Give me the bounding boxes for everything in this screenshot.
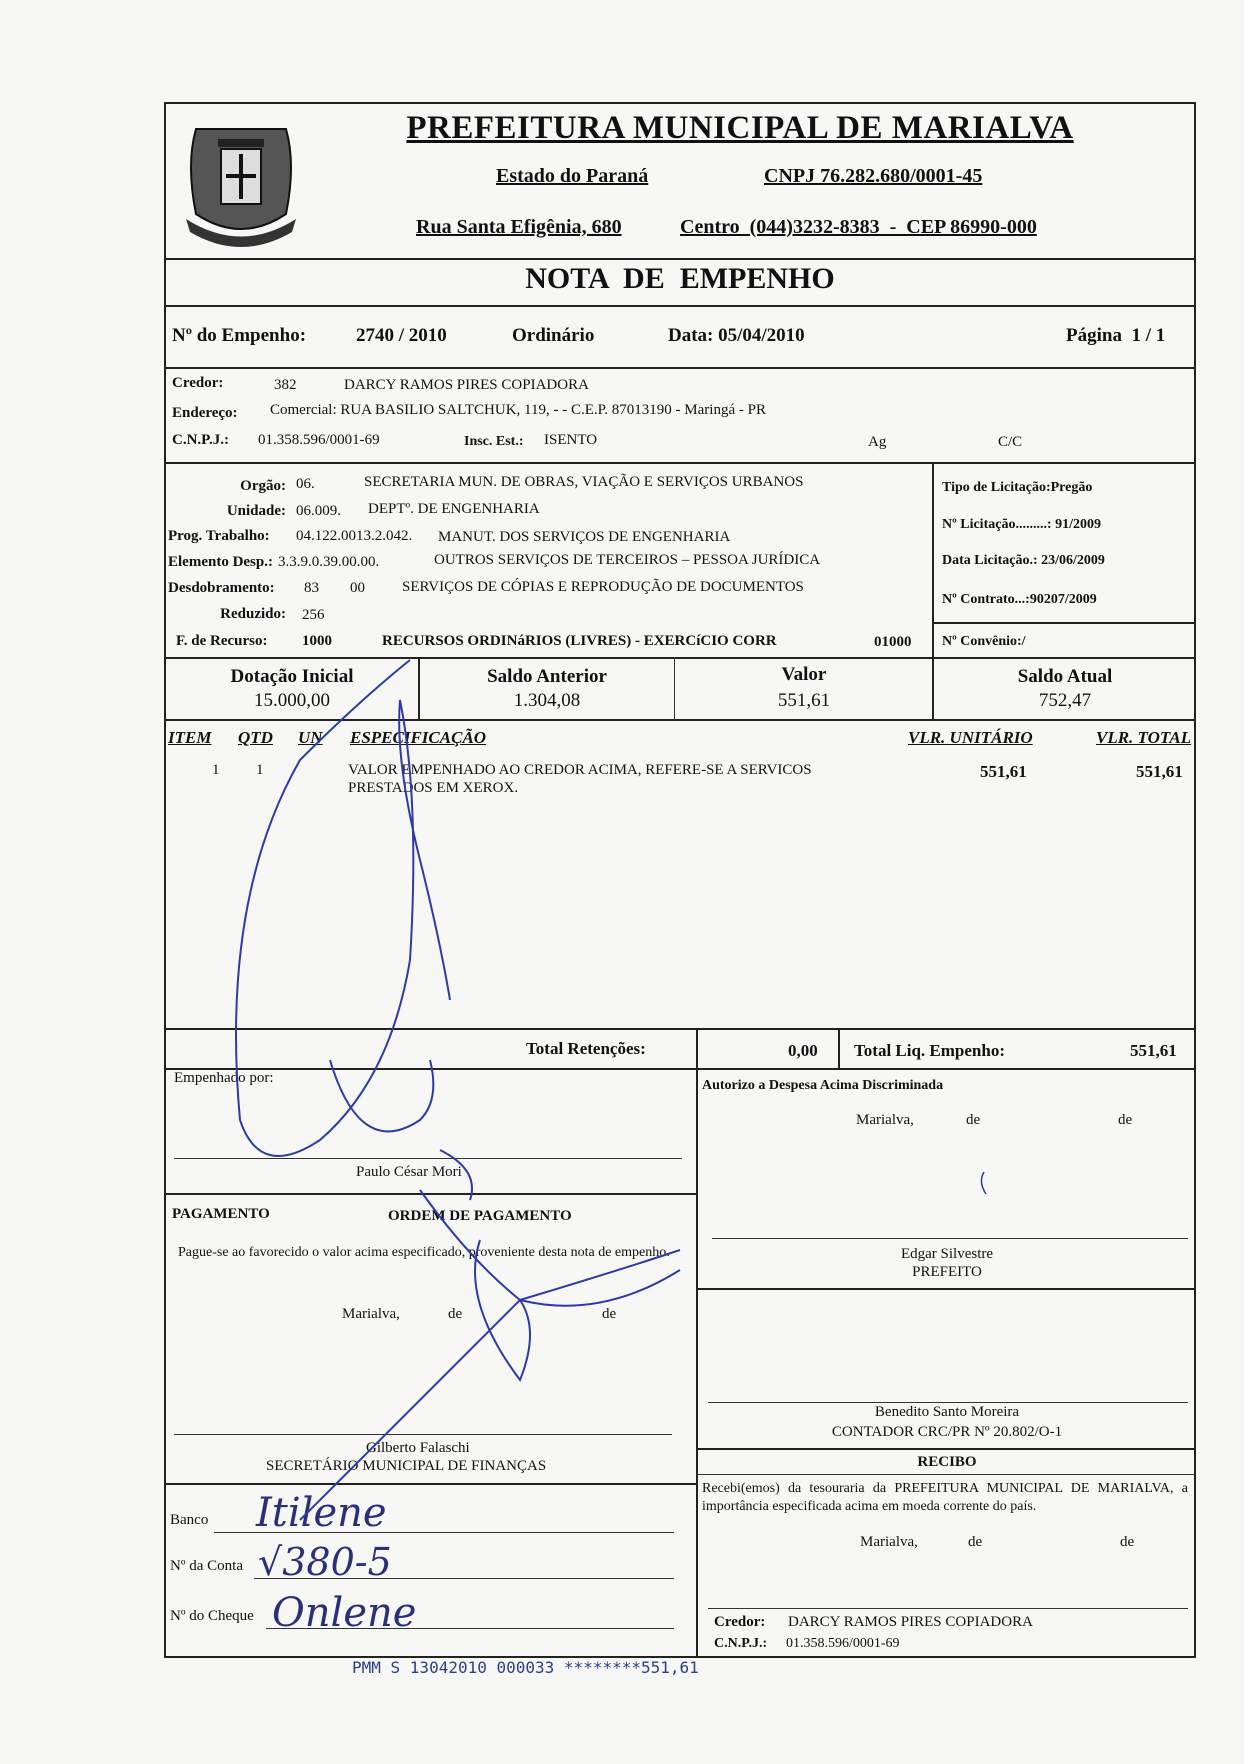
- right-de2: de: [1118, 1112, 1133, 1128]
- col-unit: VLR. UNITÁRIO: [908, 728, 1033, 747]
- handwritten-cheque: Onlene: [272, 1590, 417, 1636]
- autorizo-text: Autorizo a Despesa Acima Discriminada: [702, 1078, 944, 1093]
- reduzido-label: Reduzido:: [220, 606, 286, 622]
- desd-code: 83: [304, 580, 319, 596]
- left-de2: de: [602, 1306, 617, 1322]
- contador-role: CONTADOR CRC/PR Nº 20.802/O-1: [831, 1424, 1063, 1440]
- recibo-cnpj-label: C.N.P.J.:: [714, 1636, 768, 1651]
- credor-name: DARCY RAMOS PIRES COPIADORA: [344, 377, 589, 393]
- unidade-label: Unidade:: [226, 503, 286, 519]
- unidade-desc: DEPTº. DE ENGENHARIA: [368, 501, 540, 517]
- credor-code: 382: [274, 377, 297, 393]
- header-title: PREFEITURA MUNICIPAL DE MARIALVA: [406, 110, 1074, 146]
- licitacao-contrato: Nº Contrato...:90207/2009: [942, 592, 1097, 607]
- row-espec-line2: PRESTADOS EM XEROX.: [348, 780, 519, 796]
- empenho-number: 2740 / 2010: [356, 325, 447, 346]
- anterior-value: 1.304,08: [513, 690, 581, 711]
- row-item: 1: [212, 762, 220, 778]
- right-marialva: Marialva,: [856, 1112, 914, 1128]
- header-district-phone: Centro (044)3232-8383 - CEP 86990-000: [680, 216, 1037, 238]
- recurso-desc: RECURSOS ORDINáRIOS (LIVRES) - EXERCíCIO CORR: [382, 633, 777, 649]
- recibo-de2: de: [1120, 1534, 1135, 1550]
- prefeito-role: PREFEITO: [912, 1264, 982, 1280]
- liq-value: 551,61: [1130, 1041, 1177, 1060]
- row-unit: 551,61: [980, 762, 1027, 781]
- empenho-date: Data: 05/04/2010: [668, 325, 805, 346]
- pagamento-label: PAGAMENTO: [172, 1206, 270, 1222]
- endereco-label: Endereço:: [172, 405, 238, 421]
- secretario-role: SECRETÁRIO MUNICIPAL DE FINANÇAS: [266, 1458, 547, 1474]
- municipal-crest: [166, 104, 316, 254]
- cc-label: C/C: [998, 434, 1023, 450]
- crest-icon: [166, 104, 316, 254]
- prog-label: Prog. Trabalho:: [168, 528, 270, 544]
- retencoes-label: Total Retenções:: [526, 1039, 646, 1058]
- left-marialva: Marialva,: [342, 1306, 400, 1322]
- header-address: Rua Santa Efigênia, 680: [416, 216, 622, 238]
- handwritten-conta: √380-5: [258, 1540, 392, 1584]
- recibo-text: Recebi(emos) da tesouraria da PREFEITURA MUNICIPAL DE MARIALVA, a importância especificada acima em moeda corrente do país.: [702, 1481, 1188, 1514]
- col-item: ITEM: [168, 728, 212, 747]
- cnpj-value: 01.358.596/0001-69: [258, 432, 380, 448]
- ordem-label: ORDEM DE PAGAMENTO: [388, 1208, 572, 1224]
- header-state: Estado do Paraná: [496, 165, 649, 187]
- secretario-name: Gilberto Falaschi: [366, 1440, 470, 1456]
- recibo-marialva: Marialva,: [860, 1534, 918, 1550]
- licitacao-convenio: Nº Convênio:/: [942, 634, 1026, 649]
- row-total: 551,61: [1136, 762, 1183, 781]
- recurso-code: 1000: [302, 633, 332, 649]
- empenho-type: Ordinário: [512, 325, 595, 346]
- orgao-label: Orgão:: [240, 478, 286, 494]
- endereco-value: Comercial: RUA BASILIO SALTCHUK, 119, - - C.E.P. 87013190 - Maringá - PR: [270, 402, 766, 418]
- col-espec: ESPECIFICAÇÃO: [350, 728, 487, 747]
- elem-label: Elemento Desp.:: [168, 554, 273, 570]
- row-qtd: 1: [256, 762, 264, 778]
- reduzido-value: 256: [302, 607, 325, 623]
- desd-sub: 00: [350, 580, 365, 596]
- empenhado-label: Empenhado por:: [174, 1070, 274, 1086]
- empenho-label: Nº do Empenho:: [172, 325, 307, 346]
- valor-value: 551,61: [777, 690, 831, 711]
- insc-value: ISENTO: [544, 432, 598, 448]
- document-title: NOTA DE EMPENHO: [525, 262, 835, 295]
- recibo-cnpj: 01.358.596/0001-69: [786, 1636, 900, 1651]
- recibo-de1: de: [968, 1534, 983, 1550]
- elem-desc: OUTROS SERVIÇOS DE TERCEIROS – PESSOA JURÍDICA: [434, 552, 821, 568]
- handwritten-banco: Itilene: [256, 1490, 387, 1536]
- conta-label: Nº da Conta: [170, 1558, 243, 1574]
- cheque-label: Nº do Cheque: [170, 1608, 254, 1624]
- contador-name: Benedito Santo Moreira: [874, 1404, 1020, 1420]
- anterior-label: Saldo Anterior: [487, 666, 607, 687]
- recurso-num: 01000: [874, 634, 912, 650]
- col-total: VLR. TOTAL: [1096, 728, 1192, 747]
- licitacao-tipo: Tipo de Licitação:Pregão: [942, 480, 1093, 495]
- licitacao-numero: Nº Licitação.........: 91/2009: [942, 517, 1101, 532]
- row-espec-line1: VALOR EMPENHADO AO CREDOR ACIMA, REFERE-SE A SERVICOS: [348, 762, 812, 778]
- recibo-label: RECIBO: [917, 1454, 977, 1470]
- atual-label: Saldo Atual: [1017, 666, 1113, 687]
- cnpj-label: C.N.P.J.:: [172, 432, 229, 448]
- elem-code: 3.3.9.0.39.00.00.: [278, 554, 380, 570]
- pague-text: Pague-se ao favorecido o valor acima especificado, proveniente desta nota de empenho.: [178, 1245, 670, 1260]
- col-un: UN: [298, 728, 323, 747]
- recurso-label: F. de Recurso:: [176, 633, 268, 649]
- empenhado-name: Paulo César Mori: [356, 1164, 462, 1180]
- unidade-code: 06.009.: [296, 503, 341, 519]
- desd-desc: SERVIÇOS DE CÓPIAS E REPRODUÇÃO DE DOCUMENTOS: [402, 579, 804, 595]
- liq-label: Total Liq. Empenho:: [854, 1041, 1005, 1060]
- header-cnpj: CNPJ 76.282.680/0001-45: [764, 165, 983, 187]
- insc-label: Insc. Est.:: [464, 434, 524, 449]
- payment-stamp: PMM S 13042010 000033 ********551,61: [352, 1658, 699, 1677]
- col-qtd: QTD: [238, 728, 273, 747]
- credor-label: Credor:: [172, 375, 224, 391]
- orgao-code: 06.: [296, 476, 315, 492]
- desd-label: Desdobramento:: [168, 580, 275, 596]
- dotacao-value: 15.000,00: [254, 690, 330, 711]
- page-number: Página 1 / 1: [1066, 325, 1166, 346]
- prefeito-name: Edgar Silvestre: [900, 1246, 994, 1262]
- licitacao-data: Data Licitação.: 23/06/2009: [942, 553, 1105, 568]
- atual-value: 752,47: [1038, 690, 1092, 711]
- left-de1: de: [448, 1306, 463, 1322]
- right-de1: de: [966, 1112, 981, 1128]
- orgao-desc: SECRETARIA MUN. DE OBRAS, VIAÇÃO E SERVIÇOS URBANOS: [364, 474, 804, 490]
- retencoes-value: 0,00: [788, 1041, 818, 1060]
- banco-label: Banco: [170, 1512, 209, 1528]
- recibo-credor-name: DARCY RAMOS PIRES COPIADORA: [788, 1614, 1033, 1630]
- prog-code: 04.122.0013.2.042.: [296, 528, 413, 544]
- dotacao-label: Dotação Inicial: [230, 666, 354, 687]
- recibo-credor-label: Credor:: [714, 1614, 766, 1630]
- prog-desc: MANUT. DOS SERVIÇOS DE ENGENHARIA: [438, 529, 731, 545]
- ag-label: Ag: [868, 434, 887, 450]
- valor-label: Valor: [781, 664, 827, 685]
